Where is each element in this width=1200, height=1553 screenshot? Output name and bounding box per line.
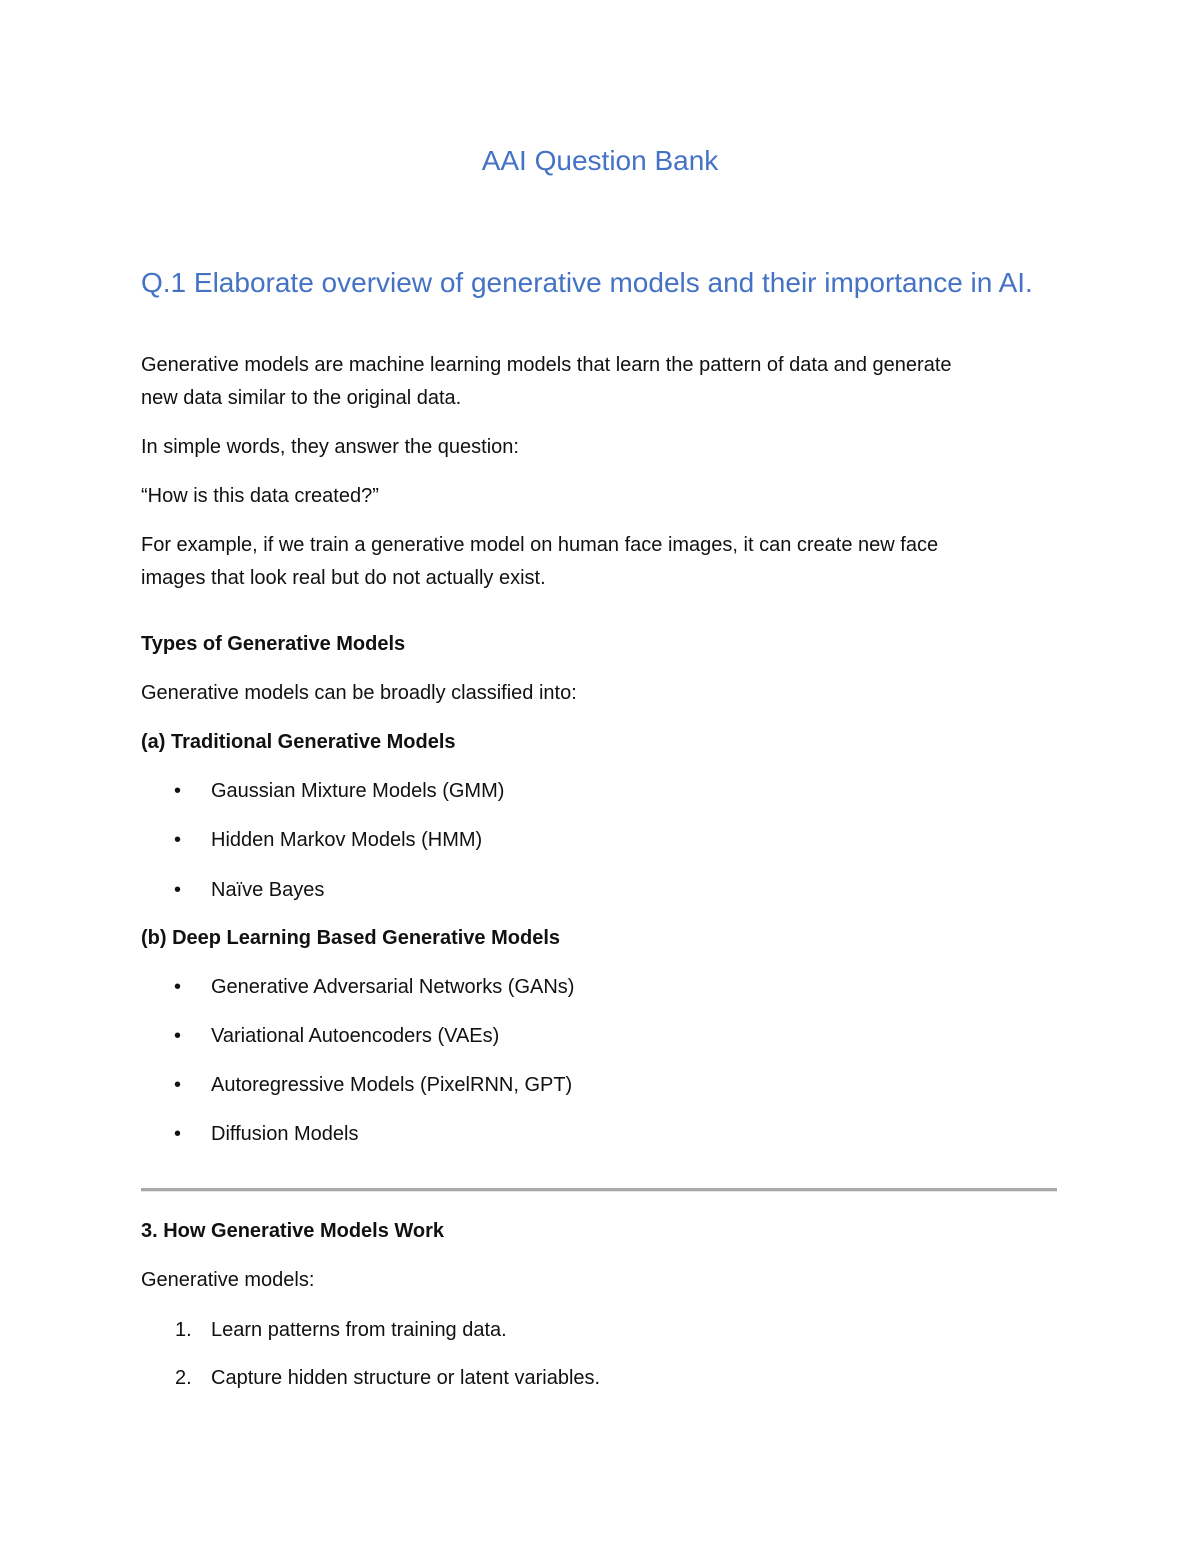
subheading-b: (b) Deep Learning Based Generative Models <box>141 927 560 949</box>
paragraph-1-line-1: Generative models are machine learning models that learn the pattern of data and generate <box>141 354 952 376</box>
quote-line: “How is this data created?” <box>141 485 379 507</box>
list-number: 1. <box>175 1319 192 1341</box>
paragraph-1-line-2: new data similar to the original data. <box>141 387 462 409</box>
section-3-intro: Generative models: <box>141 1269 315 1291</box>
bullet-icon: • <box>174 1025 182 1047</box>
bullet-icon: • <box>174 1123 182 1145</box>
list-item: Variational Autoencoders (VAEs) <box>211 1025 500 1047</box>
bullet-icon: • <box>174 780 182 802</box>
list-item: Generative Adversarial Networks (GANs) <box>211 976 575 998</box>
paragraph-3-line-2: images that look real but do not actually exist. <box>141 567 546 589</box>
list-number: 2. <box>175 1367 192 1389</box>
bullet-icon: • <box>174 1074 182 1096</box>
section-3-heading: 3. How Generative Models Work <box>141 1220 445 1242</box>
list-item: Capture hidden structure or latent variables. <box>211 1367 601 1389</box>
types-heading: Types of Generative Models <box>141 633 406 655</box>
list-item: Learn patterns from training data. <box>211 1319 507 1341</box>
paragraph-2: In simple words, they answer the question: <box>141 436 519 458</box>
list-item: Naïve Bayes <box>211 879 325 901</box>
bullet-icon: • <box>174 829 182 851</box>
list-item: Autoregressive Models (PixelRNN, GPT) <box>211 1074 573 1096</box>
list-item: Diffusion Models <box>211 1123 359 1145</box>
horizontal-divider <box>141 1188 1057 1192</box>
list-item: Hidden Markov Models (HMM) <box>211 829 483 851</box>
types-intro: Generative models can be broadly classified into: <box>141 682 577 704</box>
bullet-icon: • <box>174 879 182 901</box>
question-1-heading: Q.1 Elaborate overview of generative models and their importance in AI. <box>141 267 1033 298</box>
subheading-a: (a) Traditional Generative Models <box>141 731 456 753</box>
list-item: Gaussian Mixture Models (GMM) <box>211 780 505 802</box>
paragraph-3-line-1: For example, if we train a generative model on human face images, it can create new face <box>141 534 939 556</box>
document-title: AAI Question Bank <box>481 145 719 176</box>
bullet-icon: • <box>174 976 182 998</box>
